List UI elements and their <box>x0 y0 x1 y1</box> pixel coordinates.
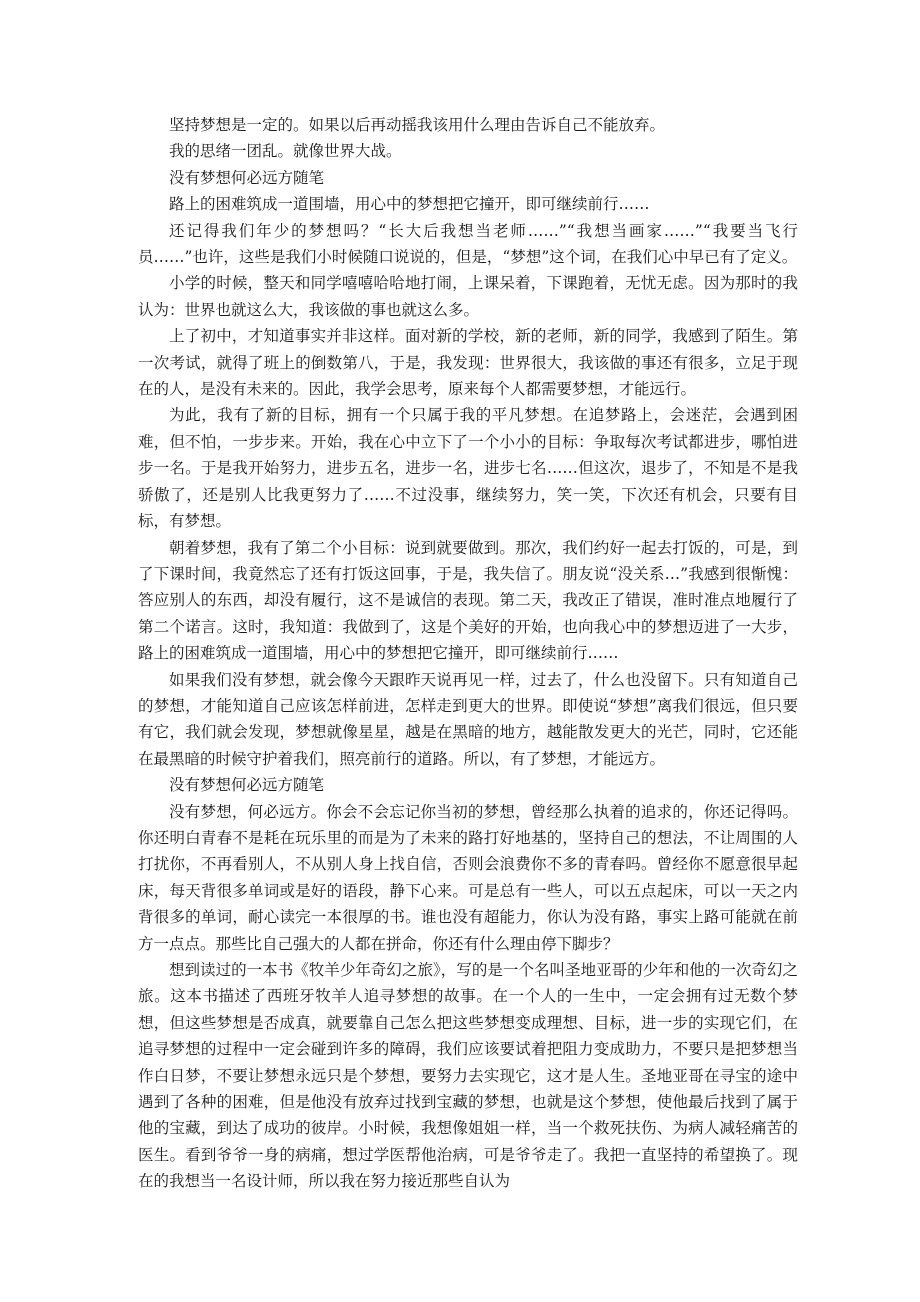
paragraph: 我的思绪一团乱。就像世界大战。 <box>169 142 402 161</box>
paragraph: 如果我们没有梦想，就会像今天跟昨天说再见一样，过去了，什么也没留下。只有知道自己的梦想，才能知道自己应该怎样前进，怎样走到更大的世界。即使说“梦想”离我们很远，但只要有它，我们就会发现，梦想就像星星，越是在黑暗的地方，越能散发更大的光芒，同时，它还能在最黑暗的时候守护着我们，照亮前行的道路。所以，有了梦想，才能远方。 <box>138 670 798 768</box>
paragraph: 上了初中，才知道事实并非这样。面对新的学校，新的老师，新的同学，我感到了陌生。第一次考试，就得了班上的倒数第八，于是，我发现：世界很大，我该做的事还有很多，立足于现在的人，是没有未来的。因此，我学会思考，原来每个人都需要梦想，才能远行。 <box>138 327 798 399</box>
paragraph: 为此，我有了新的目标，拥有一个只属于我的平凡梦想。在追梦路上，会迷茫，会遇到困难，但不怕，一步步来。开始，我在心中立下了一个小小的目标：争取每次考试都进步，哪怕进步一名。于是我开始努力，进步五名，进步一名，进步七名……但这次，退步了，不知是不是我骄傲了，还是别人比我更努力了……不过没事，继续努力，笑一笑，下次还有机会，只要有目标，有梦想。 <box>138 406 798 531</box>
paragraph: 路上的困难筑成一道围墙，用心中的梦想把它撞开，即可继续前行…… <box>169 195 650 214</box>
paragraph: 想到读过的一本书《牧羊少年奇幻之旅》，写的是一个名叫圣地亚哥的少年和他的一次奇幻之旅。这本书描述了西班牙牧羊人追寻梦想的故事。在一个人的一生中，一定会拥有过无数个梦想，但这些梦想是否成真，就要靠自己怎么把这些梦想变成理想、目标，进一步的实现它们，在追寻梦想的过程中一定会碰到许多的障碍，我们应该要试着把阻力变成助力，不要只是把梦想当作白日梦，不要让梦想永远只是个梦想，要努力去实现它，这才是人生。圣地亚哥在寻宝的途中遇到了各种的困难，但是他没有放弃过找到宝藏的梦想，也就是这个梦想，使他最后找到了属于他的宝藏，到达了成功的彼岸。小时候，我想像姐姐一样，当一个救死扶伤、为病人减轻痛苦的医生。看到爷爷一身的病痛，想过学医帮他治病，可是爷爷走了。我把一直坚持的希望换了。现在的我想当一名设计师，所以我在努力接近那些自认为 <box>138 961 798 1191</box>
paragraph: 还记得我们年少的梦想吗？“长大后我想当老师……”“我想当画家……”“我要当飞行员……”也许，这些是我们小时候随口说说的，但是，“梦想”这个词，在我们心中早已有了定义。 <box>138 221 798 267</box>
paragraph: 小学的时候，整天和同学嘻嘻哈哈地打闹，上课呆着，下课跑着，无忧无虑。因为那时的我认为：世界也就这么大，我该做的事也就这么多。 <box>138 274 798 319</box>
document-body <box>138 112 798 1195</box>
paragraph: 没有梦想，何必远方。你会不会忘记你当初的梦想，曾经那么执着的追求的，你还记得吗。你还明白青春不是耗在玩乐里的而是为了未来的路打好地基的，坚持自己的想法，不让周围的人打扰你，不再看别人，不从别人身上找自信，否则会浪费你不多的青春吗。曾经你不愿意很早起床，每天背很多单词或是好的语段，静下心来。可是总有一些人，可以五点起床，可以一天之内背很多的单词，耐心读完一本很厚的书。谁也没有超能力，你认为没有路，事实上路可能就在前方一点点。那些比自己强大的人都在拼命，你还有什么理由停下脚步？ <box>138 802 798 953</box>
paragraph: 朝着梦想，我有了第二个小目标：说到就要做到。那次，我们约好一起去打饭的，可是，到了下课时间，我竟然忘了还有打饭这回事，于是，我失信了。朋友说“没关系…”我感到很惭愧：答应别人的东西，却没有履行，这不是诚信的表现。第二天，我改正了错误，准时准点地履行了第二个诺言。这时，我知道：我做到了，这是个美好的开始，也向我心中的梦想迈进了一大步， 路上的困难筑成一道围墙，用心中的梦想把它撞开，即可继续前行…… <box>138 538 798 663</box>
paragraph: 坚持梦想是一定的。如果以后再动摇我该用什么理由告诉自己不能放弃。 <box>169 116 666 134</box>
section-heading: 没有梦想何必远方随笔 <box>169 168 325 187</box>
section-heading: 没有梦想何必远方随笔 <box>169 776 325 795</box>
